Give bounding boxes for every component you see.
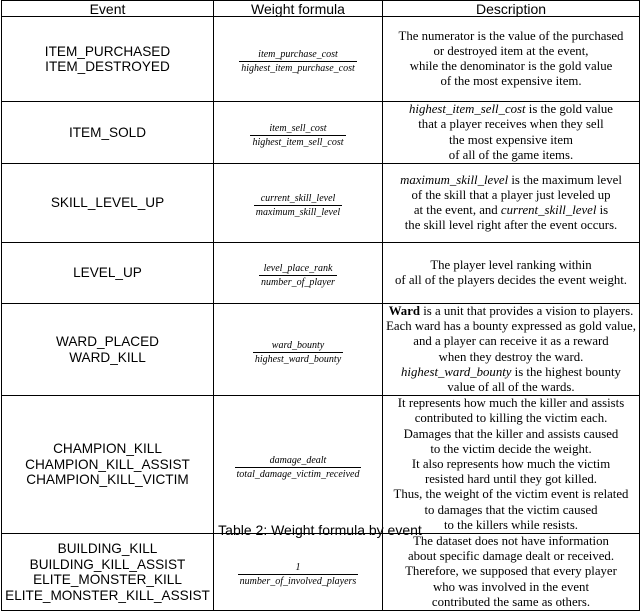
description-line: of the skill that a player just leveled up — [411, 187, 611, 202]
description-line: of all of the game items. — [448, 147, 574, 162]
description-line: and a player can receive it as a reward — [413, 334, 609, 349]
event-name: ITEM_DESTROYED — [45, 59, 170, 74]
event-name: SKILL_LEVEL_UP — [50, 195, 165, 211]
description-line: to the victim decide the weight. — [430, 441, 592, 456]
description-cell — [383, 304, 640, 396]
description-line: Each ward has a bounty expressed as gold value, — [386, 319, 636, 334]
weight-fraction — [239, 49, 357, 74]
event-name: CHAMPION_KILL — [53, 441, 162, 457]
formula-cell — [214, 304, 383, 396]
table-row — [2, 164, 640, 243]
header-row — [2, 1, 640, 17]
weight-fraction — [254, 193, 342, 218]
description-line: that a player receives when they sell — [418, 117, 604, 132]
event-name: ELITE_MONSTER_KILL — [33, 572, 182, 588]
weight-fraction — [250, 123, 345, 148]
fraction-denominator: number_of_involved_players — [239, 576, 357, 588]
description-line: or destroyed item at the event, — [433, 43, 589, 58]
description-text: is the maximum level — [508, 172, 622, 187]
description-line: Thus, the weight of the victim event is related — [393, 487, 629, 502]
description-line: contributed the same as others. — [431, 594, 591, 609]
table-row — [2, 304, 640, 396]
event-name: CHAMPION_KILL_VICTIM — [26, 472, 189, 488]
formula-cell — [214, 396, 383, 534]
description-text: at the event, and — [413, 203, 501, 217]
fraction-denominator: number_of_player — [261, 277, 335, 288]
description-cell — [383, 102, 640, 164]
table-row — [2, 243, 640, 304]
event-name: ITEM_SOLD — [68, 124, 147, 140]
description-line — [383, 365, 639, 380]
description-line — [383, 173, 639, 188]
table-row — [2, 102, 640, 164]
event-cell — [2, 396, 214, 534]
event-cell — [2, 164, 214, 243]
weight-formula-table — [1, 0, 640, 611]
table-caption: Table 2: Weight formula by event — [218, 522, 422, 538]
fraction-denominator: maximum_skill_level — [255, 207, 341, 218]
description-line: of all of the players decides the event weight. — [394, 273, 628, 287]
event-name: ELITE_MONSTER_KILL_ASSIST — [5, 587, 210, 603]
description-line: when they destroy the ward. — [438, 349, 584, 364]
weight-fraction — [235, 455, 362, 480]
description-line: who was involved in the event — [432, 579, 590, 594]
description-line: The numerator is the value of the purchased — [398, 28, 624, 43]
description-line: to the killers while resists. — [444, 517, 578, 532]
description-line: to damages that the victim caused — [424, 502, 598, 517]
description-line: It represents how much the killer and assists — [397, 396, 625, 411]
description-line: resisted hard until they got killed. — [424, 472, 597, 487]
description-line: The player level ranking within — [430, 257, 592, 272]
fraction-numerator: level_place_rank — [263, 263, 333, 274]
description-line: while the denominator is the gold value — [409, 59, 613, 73]
description-cell — [383, 534, 640, 611]
event-cell — [2, 534, 214, 611]
description-term: current_skill_level — [500, 203, 597, 217]
description-line: The dataset does not have information — [413, 534, 609, 549]
header-event: Event — [2, 1, 214, 17]
description-text: is — [596, 203, 609, 217]
description-line — [383, 203, 639, 218]
description-cell — [383, 164, 640, 243]
event-name: BUILDING_KILL_ASSIST — [29, 556, 186, 572]
description-term: highest_item_sell_cost — [408, 102, 526, 117]
table-row — [2, 534, 640, 611]
description-line: the most expensive item — [448, 132, 574, 147]
event-name: WARD_PLACED — [56, 334, 159, 350]
description-line: about specific damage dealt or received. — [407, 549, 615, 564]
formula-cell — [214, 17, 383, 102]
description-text: is the highest bounty — [511, 364, 621, 379]
formula-cell — [214, 243, 383, 304]
description-cell — [383, 243, 640, 304]
description-line: value of all of the wards. — [447, 380, 575, 395]
header-weight-formula: Weight formula — [214, 1, 383, 17]
table-row — [2, 17, 640, 102]
description-cell — [383, 17, 640, 102]
fraction-numerator: ward_bounty — [271, 339, 325, 351]
table-row — [2, 396, 640, 534]
description-line: the skill level right after the event occurs. — [404, 218, 618, 233]
event-name: LEVEL_UP — [73, 265, 142, 281]
event-name: CHAMPION_KILL_ASSIST — [25, 456, 190, 472]
event-cell — [2, 304, 214, 396]
description-cell — [383, 396, 640, 534]
formula-cell — [214, 164, 383, 243]
description-line: Damages that the killer and assists caused — [403, 426, 619, 441]
event-name: BUILDING_KILL — [57, 541, 158, 557]
fraction-numerator: item_purchase_cost — [258, 49, 338, 60]
description-line — [383, 102, 639, 117]
description-term: maximum_skill_level — [400, 172, 509, 187]
description-line: contributed to killing the victim each. — [414, 411, 608, 426]
description-line: It also represents how much the victim — [411, 457, 611, 472]
header-description: Description — [383, 1, 640, 17]
weight-fraction — [238, 562, 359, 587]
description-text: is the gold value — [525, 102, 613, 117]
fraction-denominator: total_damage_victim_received — [236, 468, 360, 480]
fraction-denominator: highest_item_sell_cost — [252, 136, 344, 148]
event-cell — [2, 17, 214, 102]
event-name: ITEM_PURCHASED — [44, 43, 171, 59]
fraction-denominator: highest_ward_bounty — [254, 353, 342, 365]
description-text: is a unit that provides a vision to players. — [420, 304, 634, 318]
description-line: of the most expensive item. — [440, 74, 582, 89]
formula-cell — [214, 534, 383, 611]
description-term: highest_ward_bounty — [401, 364, 512, 379]
fraction-denominator: highest_item_purchase_cost — [241, 63, 355, 74]
fraction-numerator: current_skill_level — [260, 193, 336, 204]
weight-fraction — [259, 263, 337, 288]
event-cell — [2, 102, 214, 164]
description-line: Therefore, we supposed that every player — [405, 564, 617, 579]
description-term: Ward — [388, 304, 421, 318]
description-line — [383, 304, 639, 319]
event-name: WARD_KILL — [69, 349, 146, 365]
fraction-numerator: item_sell_cost — [269, 122, 327, 134]
formula-cell — [214, 102, 383, 164]
fraction-numerator: 1 — [295, 562, 301, 574]
event-cell — [2, 243, 214, 304]
weight-fraction — [253, 340, 343, 365]
fraction-numerator: damage_dealt — [269, 454, 327, 466]
